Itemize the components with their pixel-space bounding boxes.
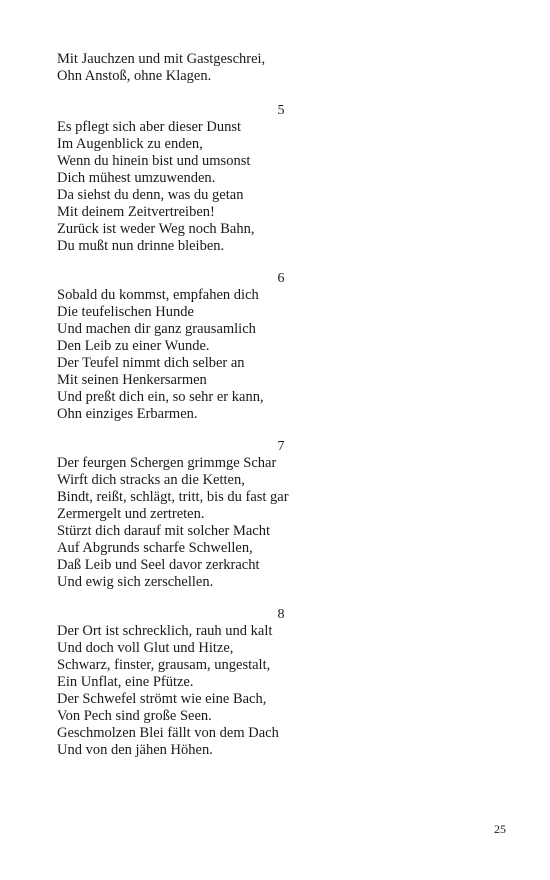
- verse-line: Und preßt dich ein, so sehr er kann,: [57, 389, 264, 405]
- verse-line: Auf Abgrunds scharfe Schwellen,: [57, 540, 253, 556]
- verse-line: Und ewig sich zerschellen.: [57, 574, 214, 590]
- verse-line: Und doch voll Glut und Hitze,: [57, 640, 234, 656]
- verse-line: Und von den jähen Höhen.: [57, 742, 213, 758]
- verse-line: Geschmolzen Blei fällt von dem Dach: [57, 725, 279, 741]
- stanza-number: 8: [277, 607, 285, 622]
- verse-line: Der Schwefel strömt wie eine Bach,: [57, 691, 267, 707]
- verse-line: Wirft dich stracks an die Ketten,: [57, 472, 245, 488]
- stanza-number: 7: [277, 439, 285, 454]
- stanza-number: 6: [277, 271, 285, 286]
- verse-line: Du mußt nun drinne bleiben.: [57, 238, 225, 254]
- verse-line: Dich mühest umzuwenden.: [57, 170, 216, 186]
- verse-line: Mit seinen Henkersarmen: [57, 372, 207, 388]
- verse-line: Ohn Anstoß, ohne Klagen.: [57, 68, 212, 84]
- verse-line: Stürzt dich darauf mit solcher Macht: [57, 523, 271, 539]
- verse-line: Es pflegt sich aber dieser Dunst: [57, 119, 242, 135]
- page-number: 25: [494, 822, 506, 836]
- verse-line: Die teufelischen Hunde: [57, 304, 194, 320]
- verse-line: Zurück ist weder Weg noch Bahn,: [57, 221, 255, 237]
- verse-line: Bindt, reißt, schlägt, tritt, bis du fast gar: [57, 489, 289, 505]
- stanza-number: 5: [277, 103, 285, 118]
- verse-line: Sobald du kommst, empfahen dich: [57, 287, 259, 303]
- verse-line: Mit Jauchzen und mit Gastgeschrei,: [57, 51, 266, 67]
- verse-line: Da siehst du denn, was du getan: [57, 187, 244, 203]
- verse-line: Im Augenblick zu enden,: [57, 136, 203, 152]
- verse-line: Wenn du hinein bist und umsonst: [57, 153, 251, 169]
- verse-line: Ohn einziges Erbarmen.: [57, 406, 198, 422]
- verse-line: Mit deinem Zeitvertreiben!: [57, 204, 215, 220]
- verse-line: Der Ort ist schrecklich, rauh und kalt: [57, 623, 273, 639]
- verse-line: Schwarz, finster, grausam, ungestalt,: [57, 657, 271, 673]
- verse-line: Der feurgen Schergen grimmge Schar: [57, 455, 277, 471]
- verse-line: Und machen dir ganz grausamlich: [57, 321, 256, 337]
- verse-line: Von Pech sind große Seen.: [57, 708, 212, 724]
- verse-line: Den Leib zu einer Wunde.: [57, 338, 210, 354]
- verse-line: Ein Unflat, eine Pfütze.: [57, 674, 194, 690]
- verse-line: Der Teufel nimmt dich selber an: [57, 355, 245, 371]
- verse-line: Daß Leib und Seel davor zerkracht: [57, 557, 260, 573]
- verse-line: Zermergelt und zertreten.: [57, 506, 205, 522]
